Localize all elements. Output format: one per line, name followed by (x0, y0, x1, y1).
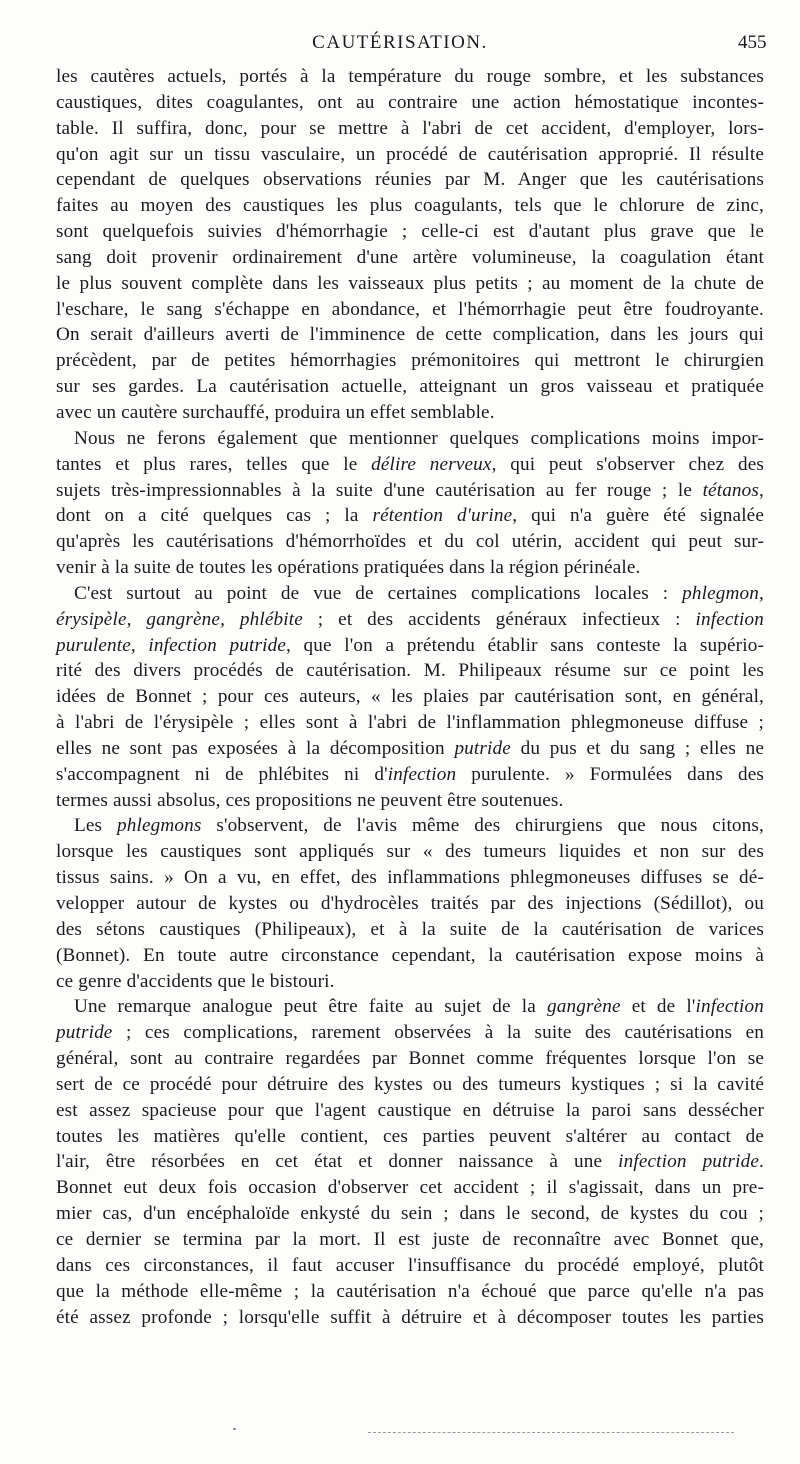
italic-term: infection (695, 996, 764, 1018)
text-line: purulente, infection putride, que l'on a prétendu établir sans conteste la supério- (56, 634, 764, 656)
text-line: putride ; ces complications, rarement observées à la suite des cautérisations en (56, 1022, 764, 1044)
text-line: Une remarque analogue peut être faite au sujet de la gangrène et de l'infection (74, 996, 764, 1018)
italic-term: phlegmon, (682, 582, 764, 604)
text-line: caustiques, dites coagulantes, ont au contraire une action hémostatique incontes- (56, 91, 764, 113)
text-line: termes aussi absolus, ces propositions ne peuvent être soutenues. (56, 789, 564, 811)
italic-term: infection (387, 763, 457, 785)
text-line: sang doit provenir ordinairement d'une artère volumineuse, la coagulation étant (56, 246, 764, 268)
text-line: l'eschare, le sang s'échappe en abondance, et l'hémorrhagie peut être foudroyante. (56, 298, 764, 320)
text-line: tissus sains. » On a vu, en effet, des inflammations phlegmoneuses diffuses se dé- (56, 867, 764, 889)
text-line: précèdent, par de petites hémorrhagies prémonitoires qui mettront le chirurgien (56, 350, 764, 372)
text-line: le plus souvent complète dans les vaisseaux plus petits ; au moment de la chute de (56, 272, 764, 294)
italic-term: purulente, infection putride (56, 634, 286, 656)
text-line: sur ses gardes. La cautérisation actuelle, atteignant un gros vaisseau et pratiquée (56, 376, 764, 398)
text-line: sont quelquefois suivies d'hémorrhagie ; celle-ci est d'autant plus grave que le (56, 221, 764, 243)
italic-term: érysipèle, gangrène, phlébite (56, 608, 303, 630)
text-line: des sétons caustiques (Philipeaux), et à la suite de la cautérisation de varices (56, 918, 764, 940)
paragraph (56, 813, 764, 994)
running-title: CAUTÉRISATION. (312, 32, 488, 53)
stray-mark (233, 1428, 236, 1430)
text-line: C'est surtout au point de vue de certaines complications locales : phlegmon, (74, 582, 764, 604)
text-line: mier cas, d'un encéphaloïde enkysté du sein ; dans le second, de kystes du cou ; (56, 1203, 764, 1225)
italic-term: gangrène (546, 996, 621, 1018)
text-line: table. Il suffira, donc, pour se mettre à l'abri de cet accident, d'employer, lors- (56, 117, 764, 139)
text-line: s'accompagnent ni de phlébites ni d'infection purulente. » Formulées dans des (56, 763, 764, 785)
italic-term: infection (695, 608, 764, 630)
text-line: (Bonnet). En toute autre circonstance cependant, la cautérisation expose moins à (56, 944, 764, 966)
text-line: Bonnet eut deux fois occasion d'observer cet accident ; il s'agissait, dans un pre- (56, 1177, 764, 1199)
paragraph (56, 64, 764, 426)
italic-term: phlegmons (117, 815, 202, 837)
text-line: cependant de quelques observations réunies par M. Anger que les cautérisations (56, 169, 764, 191)
text-line: qu'on agit sur un tissu vasculaire, un procédé de cautérisation approprié. Il résulte (56, 143, 764, 165)
italic-term: délire nerveux (371, 453, 492, 475)
text-line: Nous ne ferons également que mentionner quelques complications moins impor- (74, 427, 764, 449)
text-line: érysipèle, gangrène, phlébite ; et des accidents généraux infectieux : infection (56, 608, 764, 630)
text-line: dans ces circonstances, il faut accuser l'insuffisance du procédé employé, plutôt (56, 1254, 764, 1276)
text-line: Les phlegmons s'observent, de l'avis même des chirurgiens que nous citons, (74, 815, 764, 837)
text-line: lorsque les caustiques sont appliqués sur « des tumeurs liquides et non sur des (56, 841, 764, 863)
text-line: été assez profonde ; lorsqu'elle suffit à détruire et à décomposer toutes les parties (56, 1306, 764, 1328)
text-line: On serait d'ailleurs averti de l'imminence de cette complication, dans les jours qui (56, 324, 764, 346)
text-line: idées de Bonnet ; pour ces auteurs, « les plaies par cautérisation sont, en général, (56, 686, 764, 708)
text-line: ce dernier se termina par la mort. Il est juste de reconnaître avec Bonnet que, (56, 1228, 764, 1250)
paragraph (56, 994, 764, 1330)
text-line: venir à la suite de toutes les opérations pratiquées dans la région périnéale. (56, 557, 641, 579)
page-header (0, 30, 800, 60)
text-line: toutes les matières qu'elle contient, ces parties peuvent s'altérer au contact de (56, 1125, 764, 1147)
italic-term: tétanos (702, 479, 760, 501)
text-line: dont on a cité quelques cas ; la rétention d'urine, qui n'a guère été signalée (56, 505, 765, 527)
text-line: est assez spacieuse pour que l'agent caustique en détruise la paroi sans dessécher (56, 1099, 764, 1121)
text-line: avec un cautère surchauffé, produira un effet semblable. (56, 401, 495, 423)
italic-term: infection (618, 1151, 687, 1173)
text-line: que la méthode elle-même ; la cautérisation n'a échoué que parce qu'elle n'a pas (56, 1280, 764, 1302)
text-line: sujets très-impressionnables à la suite d'une cautérisation au fer rouge ; le tétanos, (56, 479, 764, 501)
paragraph (56, 426, 764, 581)
italic-term: putride (454, 737, 511, 759)
text-line: les cautères actuels, portés à la température du rouge sombre, et les substances (56, 66, 764, 87)
text-line: sert de ce procédé pour détruire des kystes ou des tumeurs kystiques ; si la cavité (56, 1073, 764, 1095)
text-line: général, sont au contraire regardées par Bonnet comme fréquentes lorsque l'on se (56, 1048, 764, 1070)
italic-term: putride (702, 1151, 760, 1173)
text-line: elles ne sont pas exposées à la décomposition putride du pus et du sang ; elles ne (56, 737, 765, 759)
text-line: à l'abri de l'érysipèle ; elles sont à l'abri de l'inflammation phlegmoneuse diffuse ; (56, 712, 764, 734)
text-line: qu'après les cautérisations d'hémorrhoïdes et du col utérin, accident qui peut sur- (56, 531, 764, 553)
text-line: rité des divers procédés de cautérisation. M. Philipeaux résume sur ce point les (56, 660, 764, 682)
text-line: velopper autour de kystes ou d'hydrocèles traités par des injections (Sédillot), ou (56, 893, 764, 914)
footer-rule (368, 1432, 734, 1433)
text-line: tantes et plus rares, telles que le délire nerveux, qui peut s'observer chez des (56, 453, 764, 475)
page-number: 455 (738, 32, 767, 53)
text-line: faites au moyen des caustiques les plus coagulants, tels que le chlorure de zinc, (56, 195, 764, 217)
italic-term: rétention d'urine (372, 505, 513, 527)
text-line: ce genre d'accidents que le bistouri. (56, 970, 335, 992)
page-body (56, 64, 764, 1330)
text-line: l'air, être résorbées en cet état et donner naissance à une infection putride. (56, 1151, 764, 1173)
paragraph (56, 581, 764, 814)
italic-term: putride (56, 1022, 113, 1044)
